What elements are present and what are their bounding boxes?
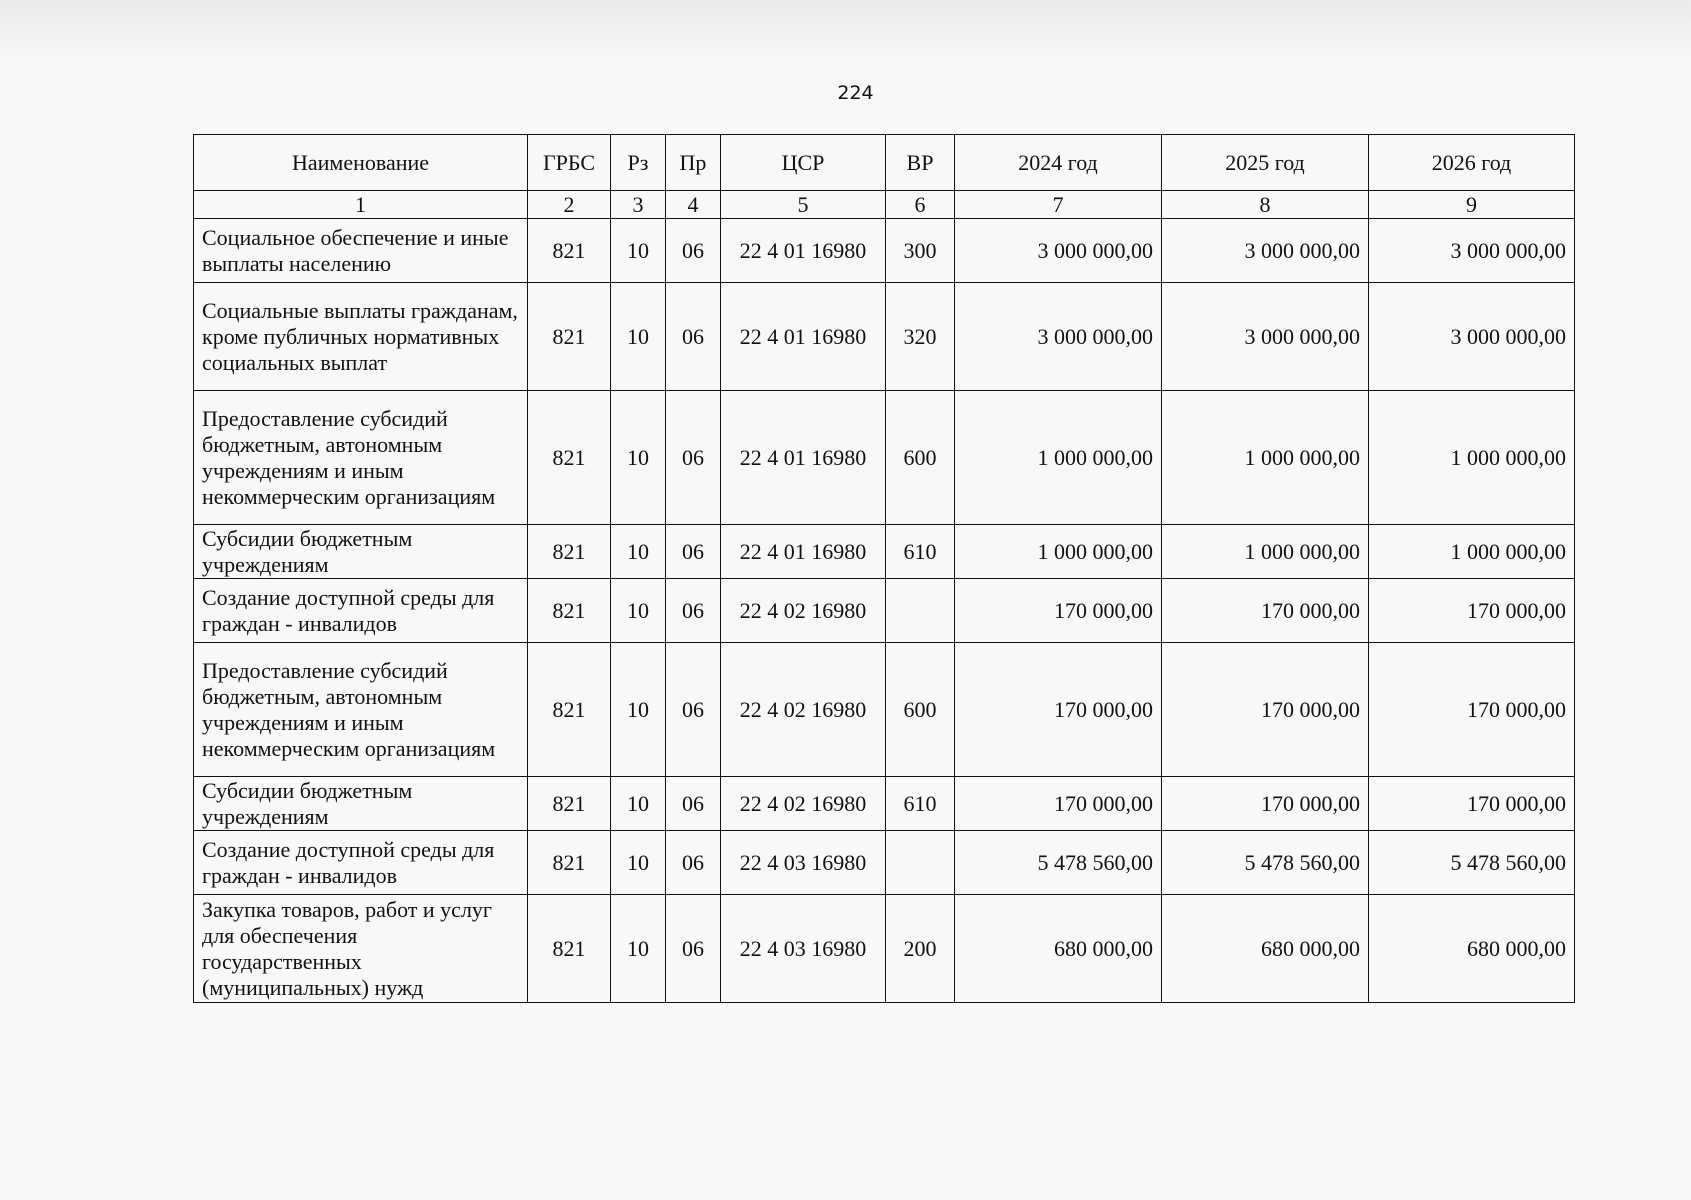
row-vr: 610 <box>886 777 955 831</box>
row-amount-2025: 1 000 000,00 <box>1162 525 1369 579</box>
row-csr: 22 4 01 16980 <box>721 219 886 283</box>
row-csr: 22 4 01 16980 <box>721 283 886 391</box>
row-amount-2025: 170 000,00 <box>1162 579 1369 643</box>
table-row <box>194 525 1575 579</box>
header-2024: 2024 год <box>955 135 1162 191</box>
budget-table <box>193 134 1575 1003</box>
row-amount-2024: 3 000 000,00 <box>955 283 1162 391</box>
row-amount-2026: 5 478 560,00 <box>1369 831 1575 895</box>
row-pr: 06 <box>666 643 721 777</box>
column-number: 1 <box>194 191 528 219</box>
row-pr: 06 <box>666 579 721 643</box>
table-row <box>194 219 1575 283</box>
row-grbs: 821 <box>528 579 611 643</box>
column-number: 2 <box>528 191 611 219</box>
row-vr: 600 <box>886 391 955 525</box>
row-name: Предоставление субсидий бюджетным, автономным учреждениям и иным некоммерческим организациям <box>194 391 528 525</box>
row-name: Субсидии бюджетным учреждениям <box>194 525 528 579</box>
row-vr: 610 <box>886 525 955 579</box>
row-amount-2026: 170 000,00 <box>1369 643 1575 777</box>
row-pr: 06 <box>666 777 721 831</box>
row-vr: 200 <box>886 895 955 1003</box>
scan-shadow <box>0 0 1691 60</box>
row-vr <box>886 579 955 643</box>
table-row <box>194 831 1575 895</box>
column-number: 8 <box>1162 191 1369 219</box>
header-2026: 2026 год <box>1369 135 1575 191</box>
row-amount-2025: 1 000 000,00 <box>1162 391 1369 525</box>
row-amount-2025: 3 000 000,00 <box>1162 283 1369 391</box>
column-number: 4 <box>666 191 721 219</box>
row-amount-2025: 170 000,00 <box>1162 777 1369 831</box>
row-grbs: 821 <box>528 895 611 1003</box>
row-vr: 320 <box>886 283 955 391</box>
row-rz: 10 <box>611 391 666 525</box>
row-amount-2026: 3 000 000,00 <box>1369 283 1575 391</box>
row-csr: 22 4 01 16980 <box>721 525 886 579</box>
header-2025: 2025 год <box>1162 135 1369 191</box>
row-name: Закупка товаров, работ и услуг для обеспечения государственных (муниципальных) нужд <box>194 895 528 1003</box>
row-amount-2026: 3 000 000,00 <box>1369 219 1575 283</box>
row-pr: 06 <box>666 219 721 283</box>
row-amount-2025: 5 478 560,00 <box>1162 831 1369 895</box>
header-pr: Пр <box>666 135 721 191</box>
row-amount-2026: 680 000,00 <box>1369 895 1575 1003</box>
row-rz: 10 <box>611 777 666 831</box>
header-row <box>194 135 1575 191</box>
row-name: Создание доступной среды для граждан - инвалидов <box>194 579 528 643</box>
header-rz: Рз <box>611 135 666 191</box>
row-rz: 10 <box>611 283 666 391</box>
row-name: Социальное обеспечение и иные выплаты населению <box>194 219 528 283</box>
column-number: 6 <box>886 191 955 219</box>
row-vr: 600 <box>886 643 955 777</box>
row-amount-2024: 1 000 000,00 <box>955 391 1162 525</box>
row-grbs: 821 <box>528 283 611 391</box>
row-amount-2024: 170 000,00 <box>955 777 1162 831</box>
row-grbs: 821 <box>528 391 611 525</box>
row-pr: 06 <box>666 283 721 391</box>
row-amount-2025: 170 000,00 <box>1162 643 1369 777</box>
row-csr: 22 4 02 16980 <box>721 777 886 831</box>
header-vr: ВР <box>886 135 955 191</box>
row-amount-2024: 5 478 560,00 <box>955 831 1162 895</box>
row-amount-2026: 170 000,00 <box>1369 777 1575 831</box>
row-rz: 10 <box>611 525 666 579</box>
header-name: Наименование <box>194 135 528 191</box>
column-number: 7 <box>955 191 1162 219</box>
row-csr: 22 4 01 16980 <box>721 391 886 525</box>
table-row <box>194 895 1575 1003</box>
row-amount-2024: 170 000,00 <box>955 643 1162 777</box>
row-rz: 10 <box>611 643 666 777</box>
table-row <box>194 777 1575 831</box>
row-csr: 22 4 03 16980 <box>721 895 886 1003</box>
row-csr: 22 4 02 16980 <box>721 643 886 777</box>
row-csr: 22 4 03 16980 <box>721 831 886 895</box>
row-rz: 10 <box>611 579 666 643</box>
row-amount-2025: 3 000 000,00 <box>1162 219 1369 283</box>
table-row <box>194 579 1575 643</box>
row-name: Предоставление субсидий бюджетным, автономным учреждениям и иным некоммерческим организациям <box>194 643 528 777</box>
row-grbs: 821 <box>528 777 611 831</box>
row-amount-2024: 170 000,00 <box>955 579 1162 643</box>
row-amount-2024: 3 000 000,00 <box>955 219 1162 283</box>
column-number: 9 <box>1369 191 1575 219</box>
row-amount-2026: 1 000 000,00 <box>1369 525 1575 579</box>
row-amount-2025: 680 000,00 <box>1162 895 1369 1003</box>
row-name: Социальные выплаты гражданам, кроме публичных нормативных социальных выплат <box>194 283 528 391</box>
header-grbs: ГРБС <box>528 135 611 191</box>
table-row <box>194 391 1575 525</box>
header-csr: ЦСР <box>721 135 886 191</box>
row-grbs: 821 <box>528 219 611 283</box>
column-number: 3 <box>611 191 666 219</box>
table-row <box>194 643 1575 777</box>
row-grbs: 821 <box>528 525 611 579</box>
row-rz: 10 <box>611 219 666 283</box>
row-rz: 10 <box>611 895 666 1003</box>
row-grbs: 821 <box>528 643 611 777</box>
table-row <box>194 283 1575 391</box>
row-amount-2026: 170 000,00 <box>1369 579 1575 643</box>
row-vr: 300 <box>886 219 955 283</box>
row-vr <box>886 831 955 895</box>
column-number-row <box>194 191 1575 219</box>
column-number: 5 <box>721 191 886 219</box>
row-csr: 22 4 02 16980 <box>721 579 886 643</box>
row-pr: 06 <box>666 525 721 579</box>
page-number: 224 <box>837 82 874 104</box>
row-name: Создание доступной среды для граждан - инвалидов <box>194 831 528 895</box>
row-pr: 06 <box>666 831 721 895</box>
row-grbs: 821 <box>528 831 611 895</box>
row-amount-2026: 1 000 000,00 <box>1369 391 1575 525</box>
row-pr: 06 <box>666 391 721 525</box>
row-pr: 06 <box>666 895 721 1003</box>
row-name: Субсидии бюджетным учреждениям <box>194 777 528 831</box>
row-amount-2024: 1 000 000,00 <box>955 525 1162 579</box>
row-rz: 10 <box>611 831 666 895</box>
row-amount-2024: 680 000,00 <box>955 895 1162 1003</box>
